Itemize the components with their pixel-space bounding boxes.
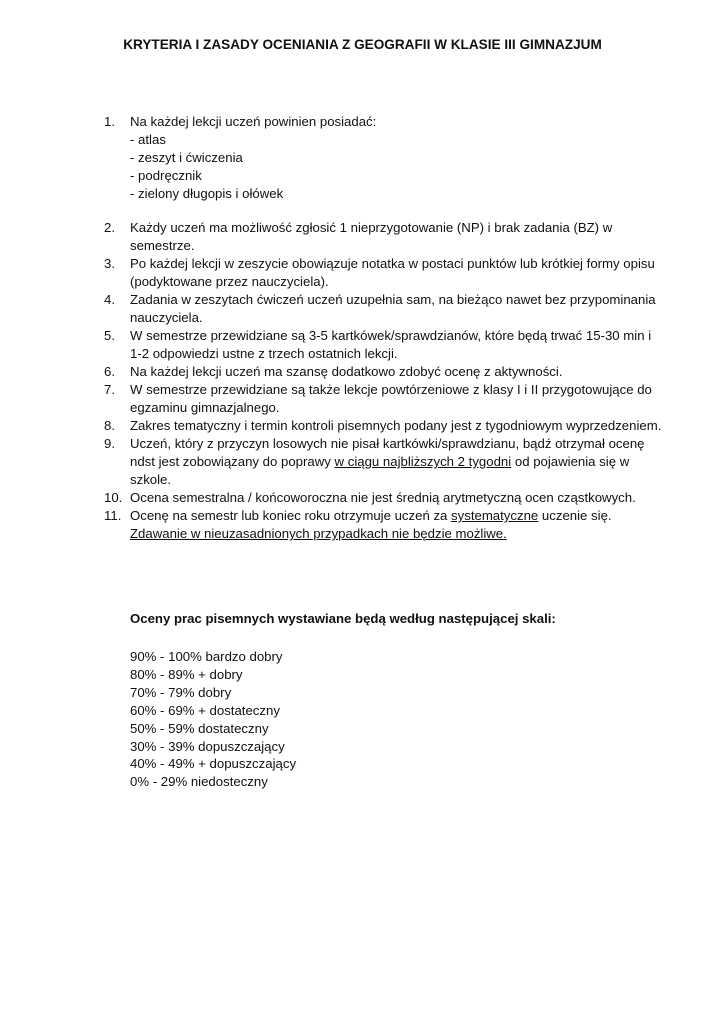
- item-text: Po każdej lekcji w zeszycie obowiązuje notatka w postaci punktów lub krótkiej formy opisu (podyktowane przez nauczyciela).: [130, 256, 655, 289]
- item-text-part: Ocenę na semestr lub koniec roku otrzymuje uczeń za: [130, 508, 452, 523]
- item-text-main: Na każdej lekcji uczeń powinien posiadać:: [130, 114, 377, 129]
- underlined-text: w ciągu najbliższych 2 tygodni: [334, 454, 512, 469]
- underlined-text: systematyczne: [451, 508, 539, 523]
- item-text: W semestrze przewidziane są także lekcje powtórzeniowe z klasy I i II przygotowujące do egzaminu gimnazjalnego.: [130, 382, 652, 415]
- list-item: [104, 417, 664, 435]
- grading-scale-row: 30% - 39% dopuszczający: [130, 738, 285, 754]
- item-text-part: od pojawienia się w szkole.: [130, 454, 630, 487]
- item-text-part: uczenie się.: [538, 508, 612, 523]
- item-number: 6.: [104, 364, 115, 379]
- spacer: [104, 203, 664, 219]
- item-text: W semestrze przewidziane są 3-5 kartkówek/sprawdzianów, które będą trwać 15-30 min i 1-2 odpowiedzi ustne z trzech ostatnich lekcji.: [130, 328, 652, 361]
- item-number: 3.: [104, 256, 115, 271]
- item-number: 9.: [104, 436, 115, 451]
- list-item: [104, 435, 664, 489]
- item-text-part: Uczeń, który z przyczyn losowych nie pisał kartkówki/sprawdzianu, bądź otrzymał ocenę ndst jest zobowiązany do poprawy: [130, 436, 645, 469]
- document-title: KRYTERIA I ZASADY OCENIANIA Z GEOGRAFII W KLASIE III GIMNAZJUM: [123, 37, 602, 52]
- item-text: Każdy uczeń ma możliwość zgłosić 1 nieprzygotowanie (NP) i brak zadania (BZ) w semestrze.: [130, 220, 613, 253]
- item-text: [130, 435, 664, 489]
- grading-scale-row: 60% - 69% + dostateczny: [130, 702, 280, 718]
- item-number: 8.: [104, 418, 115, 433]
- list-item: [104, 255, 664, 291]
- underlined-text: Zdawanie w nieuzasadnionych przypadkach nie będzie możliwe.: [130, 526, 507, 541]
- item-text: Zakres tematyczny i termin kontroli pisemnych podany jest z tygodniowym wyprzedzeniem.: [130, 418, 662, 433]
- grading-scale: [130, 648, 296, 791]
- grading-scale-row: 90% - 100% bardzo dobry: [130, 649, 283, 664]
- list-item: [104, 381, 664, 417]
- item-number: 10.: [104, 490, 123, 505]
- item-text: [130, 113, 664, 203]
- item-text: Na każdej lekcji uczeń ma szansę dodatkowo zdobyć ocenę z aktywności.: [130, 364, 563, 379]
- item-number: 7.: [104, 382, 115, 397]
- criteria-list: [104, 113, 664, 543]
- grading-scale-row: 70% - 79% dobry: [130, 684, 232, 700]
- list-item: [104, 113, 664, 203]
- grading-scale-row: 0% - 29% niedosteczny: [130, 774, 268, 790]
- item-number: 4.: [104, 292, 115, 307]
- item-number: 1.: [104, 114, 115, 129]
- subitem: - zeszyt i ćwiczenia: [130, 150, 243, 165]
- grading-scale-row: 80% - 89% + dobry: [130, 666, 243, 682]
- list-item: [104, 507, 664, 543]
- item-text: Zadania w zeszytach ćwiczeń uczeń uzupełnia sam, na bieżąco nawet bez przypominania nauczyciela.: [130, 292, 656, 325]
- grading-scale-row: 40% - 49% + dopuszczający: [130, 756, 297, 772]
- list-item: [104, 219, 664, 255]
- item-text: [130, 507, 664, 543]
- list-item: [104, 489, 664, 507]
- item-text-line: [130, 507, 664, 525]
- subitem: - zielony długopis i ołówek: [130, 186, 284, 201]
- item-number: 11.: [104, 508, 122, 523]
- item-number: 2.: [104, 220, 115, 235]
- subitem: - podręcznik: [130, 168, 202, 183]
- list-item: [104, 327, 664, 363]
- item-text: Ocena semestralna / końcoworoczna nie jest średnią arytmetyczną ocen cząstkowych.: [130, 490, 636, 505]
- grading-scale-title: Oceny prac pisemnych wystawiane będą według następującej skali:: [130, 611, 556, 626]
- item-number: 5.: [104, 328, 115, 343]
- list-item: [104, 291, 664, 327]
- list-item: [104, 363, 664, 381]
- grading-scale-row: 50% - 59% dostateczny: [130, 720, 269, 736]
- subitem: - atlas: [130, 132, 166, 147]
